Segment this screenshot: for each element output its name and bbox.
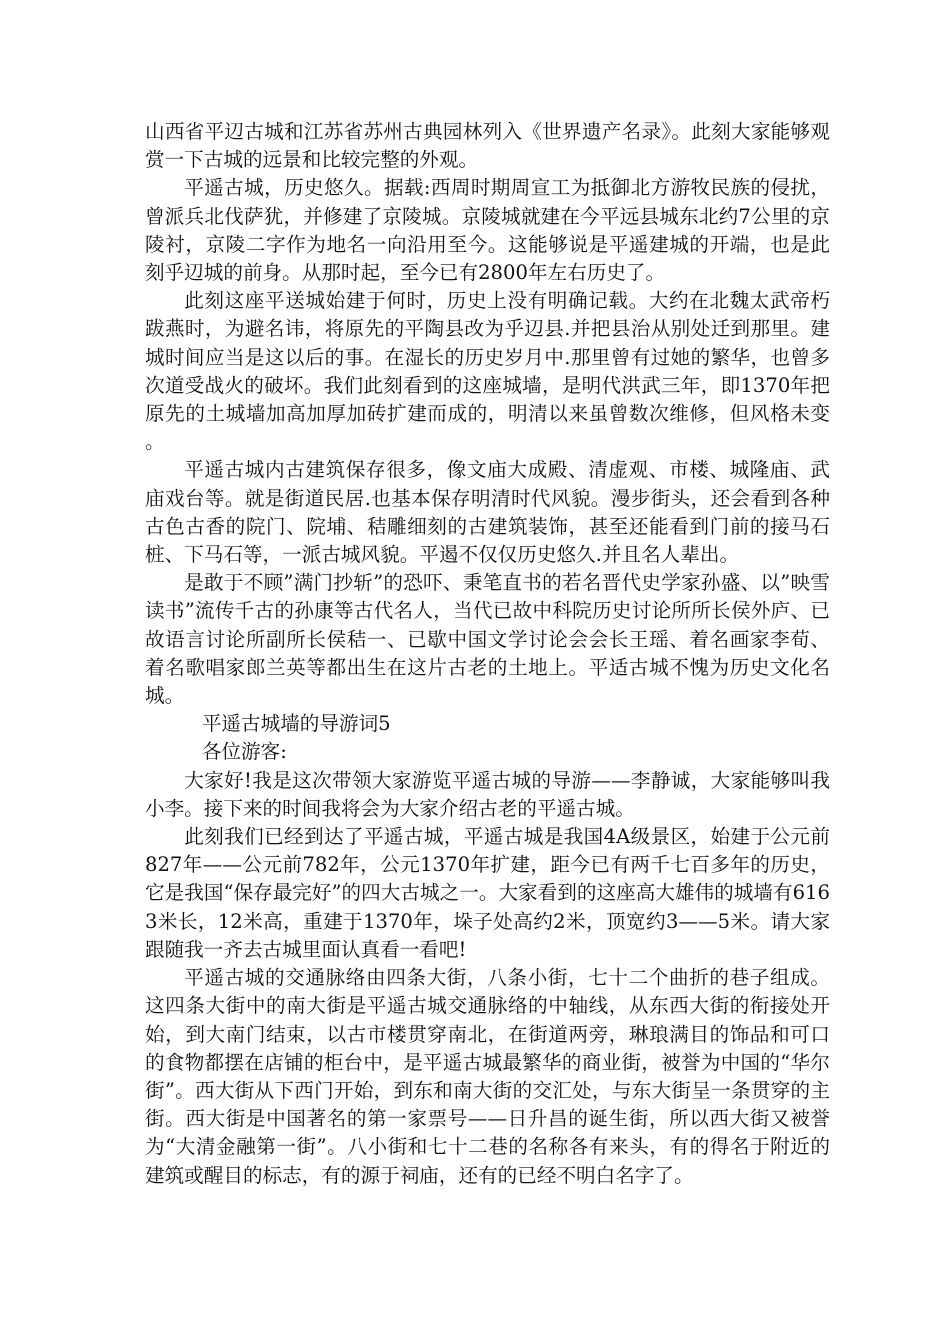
paragraph-history: 平遥古城，历史悠久。据载:西周时期周宣工为抵御北方游牧民族的侵扰，曾派兵北伐萨犹，并修建了京陵城。京陵城就建在今平远县城东北约7公里的京陵衬，京陵二字作为地名一向沿用至今。这能够说是平遥建城的开端，也是此刻乎辺城的前身。从那时起，至今已有2800年左右历史了。 bbox=[145, 176, 830, 285]
salutation: 各位游客: bbox=[201, 740, 287, 764]
paragraph-city-wall: 此刻这座平送城始建于何时，历史上没有明确记载。大约在北魏太武帝朽跋燕时，为避名讳，将原先的平陶县改为乎辺县.并把县治从别处迁到那里。建城时间应当是这以后的事。在湿长的历史岁月中.那里曾有过她的繁华，也曾多次道受战火的破坏。我们此刻看到的这座城墙，是明代洪武三年，即1370年把原先的土城墙加高加厚加砖扩建而成的，明清以来虽曾数次维修，但风格未变。 bbox=[145, 289, 830, 454]
document-body bbox=[145, 118, 830, 1190]
paragraph-greeting: 大家好!我是这次带领大家游览平遥古城的导游——李静诚，大家能够叫我小李。接下来的时间我将会为大家介绍古老的平遥古城。 bbox=[145, 768, 830, 820]
paragraph-arrival: 此刻我们已经到达了平遥古城，平遥古城是我国4A级景区，始建于公元前827年——公元前782年，公元1370年扩建，距今已有两千七百多年的历史，它是我国“保存最完好”的四大古城之一。大家看到的这座高大雄伟的城墙有6163米长，12米高，重建于1370年，垛子处高约2米，顶宽约3——5米。请大家跟随我一齐去古城里面认真看一看吧! bbox=[145, 825, 830, 961]
section-heading: 平遥古城墙的导游词5 bbox=[201, 712, 391, 736]
paragraph-notable-people: 是敢于不顾”满门抄斩”的恐吓、秉笔直书的若名晋代史学家孙盛、以”映雪读书”流传千古的孙康等古代名人，当代已故中科院历史讨论所所长侯外庐、已故语言讨论所副所长侯秸一、已歇中国文学讨论会会长王瑶、着名画家李荀、着名歌唱家郎兰英等都出生在这片古老的土地上。平适古城不愧为历史文化名城。 bbox=[145, 571, 830, 708]
paragraph-architecture: 平遥古城内古建筑保存很多，像文庙大成殿、清虚观、市楼、城隆庙、武庙戏台等。就是街道民居.也基本保存明清时代风貌。漫步街头，还会看到各种古色古香的院门、院埔、秸雕细刻的古建筑装饰，甚至还能看到门前的接马石桩、下马石等，一派古城风貌。平遏不仅仅历史悠久.并且名人辈出。 bbox=[145, 458, 830, 567]
paragraph-streets: 平遥古城的交通脉络由四条大街，八条小街，七十二个曲折的巷子组成。这四条大街中的南大街是平遥古城交通脉络的中轴线，从东西大街的衔接处开始，到大南门结束，以古市楼贯穿南北，在街道两旁，琳琅满目的饰品和可口的食物都摆在店铺的柜台中，是平遥古城最繁华的商业街，被誉为中国的“华尔街”。西大街从下西门开始，到东和南大街的交汇处，与东大街呈一条贯穿的主街。西大街是中国著名的第一家票号——日升昌的诞生街，所以西大街又被誉为“大清金融第一街”。八小街和七十二巷的名称各有来头，有的得名于附近的建筑或醒目的标志，有的源于祠庙，还有的已经不明白名字了。 bbox=[145, 966, 830, 1187]
paragraph-intro-continuation: 山西省平辺古城和江苏省苏州古典园林列入《世界遗产名录》。此刻大家能够观赏一下古城的远景和比较完整的外观。 bbox=[145, 120, 830, 172]
